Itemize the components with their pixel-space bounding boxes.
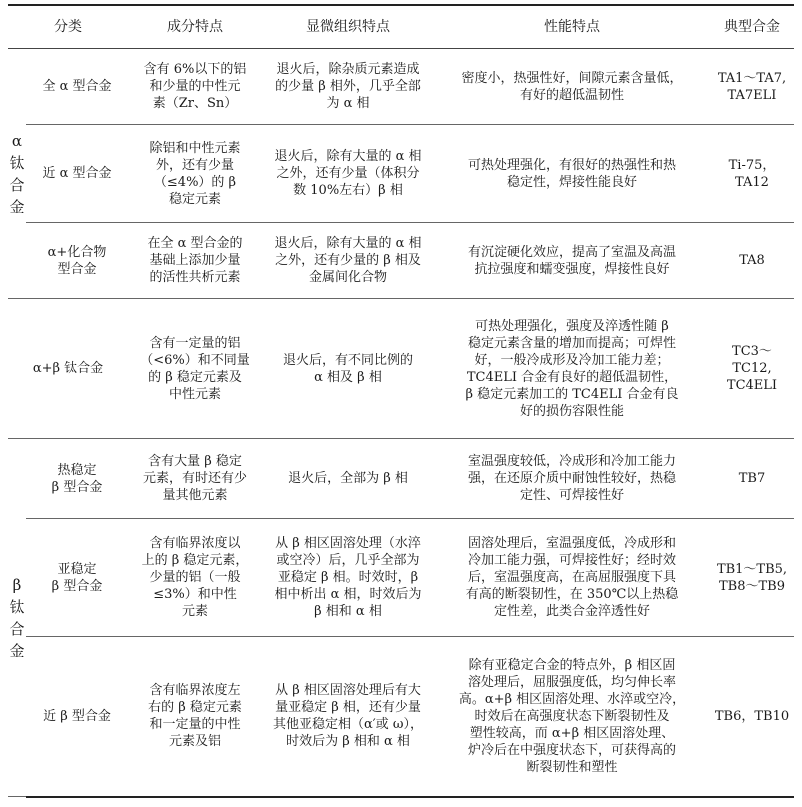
header-performance: 性能特点 (434, 5, 710, 49)
cell-performance: 除有亚稳定合金的特点外，β 相区固 溶处理后，屈服强度低，均匀伸长率 高。α+β 相区固溶处理、水淬或空冷， 时效后在高强度状态下断裂韧性及 塑性较高，而 α+β 相区固溶处理、 炉冷后在中强度状态下，可获得高的 断裂韧性和塑性 (434, 637, 710, 797)
cell-composition: 除铝和中性元素 外，还有少量 （≤4%）的 β 稳定元素 (128, 125, 262, 223)
table-row (8, 299, 794, 439)
cell-type: α+化合物 型合金 (26, 223, 128, 299)
cell-composition: 含有临界浓度左 右的 β 稳定元素 和一定量的中性 元素及铝 (128, 637, 262, 797)
cell-type: 近 α 型合金 (26, 125, 128, 223)
cell-microstructure: 从 β 相区固溶处理（水淬 或空冷）后，几乎全部为 亚稳定 β 相。时效时，β 相中析出 α 相，时效后为 β 相和 α 相 (262, 519, 434, 637)
header-typical-alloys: 典型合金 (710, 5, 794, 49)
cell-alloys: Ti-75，TA12 (710, 125, 794, 223)
cell-type: 热稳定 β 型合金 (26, 439, 128, 519)
cell-alloys: TA1～TA7, TA7ELI (710, 49, 794, 125)
cell-type: 全 α 型合金 (26, 49, 128, 125)
cell-microstructure: 退火后，除有大量的 α 相 之外，还有少量（体积分 数 10%左右）β 相 (262, 125, 434, 223)
cell-performance: 有沉淀硬化效应，提高了室温及高温 抗拉强度和蠕变强度，焊接性良好 (434, 223, 710, 299)
cell-alloys: TB6，TB10 (710, 637, 794, 797)
cell-alloys: TC3～TC12, TC4ELI (710, 299, 794, 439)
header-microstructure: 显微组织特点 (262, 5, 434, 49)
cell-performance: 固溶处理后，室温强度低，冷成形和 冷加工能力强，可焊接性好；经时效 后，室温强度高，在高屈服强度下具 有高的断裂韧性，在 350℃以上热稳 定性差，此类合金淬透性好 (434, 519, 710, 637)
cell-performance: 可热处理强化，强度及淬透性随 β 稳定元素含量的增加而提高；可焊性 好，一般冷成形及冷加工能力差； TC4ELI 合金有良好的超低温韧性， β 稳定元素加工的 TC4ELI 合金有良 好的损伤容限性能 (434, 299, 710, 439)
cell-alloys: TB7 (710, 439, 794, 519)
cell-composition: 在全 α 型合金的 基础上添加少量 的活性共析元素 (128, 223, 262, 299)
titanium-alloy-table (8, 4, 794, 798)
cell-alloys: TA8 (710, 223, 794, 299)
cell-microstructure: 从 β 相区固溶处理后有大 量亚稳定 β 相，还有少量 其他亚稳定相（α′或 ω）， 时效后为 β 相和 α 相 (262, 637, 434, 797)
cell-composition: 含有一定量的铝 （<6%）和不同量 的 β 稳定元素及 中性元素 (128, 299, 262, 439)
table-header-row (8, 5, 794, 49)
cell-composition: 含有临界浓度以 上的 β 稳定元素， 少量的铝（一般 ≤3%）和中性 元素 (128, 519, 262, 637)
group-label-beta: β 钛 合 金 (8, 439, 26, 797)
table-row (8, 125, 794, 223)
cell-performance: 可热处理强化，有很好的热强性和热 稳定性，焊接性能良好 (434, 125, 710, 223)
cell-type: 亚稳定 β 型合金 (26, 519, 128, 637)
cell-type: 近 β 型合金 (26, 637, 128, 797)
header-category: 分类 (8, 5, 128, 49)
cell-microstructure: 退火后，除有大量的 α 相 之外，还有少量的 β 相及 金属间化合物 (262, 223, 434, 299)
group-label-alpha: α 钛 合 金 (8, 49, 26, 299)
cell-composition: 含有 6%以下的铝 和少量的中性元 素（Zr、Sn） (128, 49, 262, 125)
cell-microstructure: 退火后，除杂质元素造成 的少量 β 相外，几乎全部 为 α 相 (262, 49, 434, 125)
table-row (8, 439, 794, 519)
cell-composition: 含有大量 β 稳定 元素，有时还有少 量其他元素 (128, 439, 262, 519)
cell-microstructure: 退火后，有不同比例的 α 相及 β 相 (262, 299, 434, 439)
cell-performance: 室温强度较低，冷成形和冷加工能力 强，在还原介质中耐蚀性较好，热稳 定性、可焊接性好 (434, 439, 710, 519)
table-row (8, 49, 794, 125)
table-row (8, 223, 794, 299)
cell-type: α+β 钛合金 (8, 299, 128, 439)
cell-alloys: TB1～TB5, TB8～TB9 (710, 519, 794, 637)
cell-performance: 密度小，热强性好，间隙元素含量低， 有好的超低温韧性 (434, 49, 710, 125)
table-row (8, 519, 794, 637)
table-row (8, 637, 794, 797)
cell-microstructure: 退火后，全部为 β 相 (262, 439, 434, 519)
header-composition: 成分特点 (128, 5, 262, 49)
